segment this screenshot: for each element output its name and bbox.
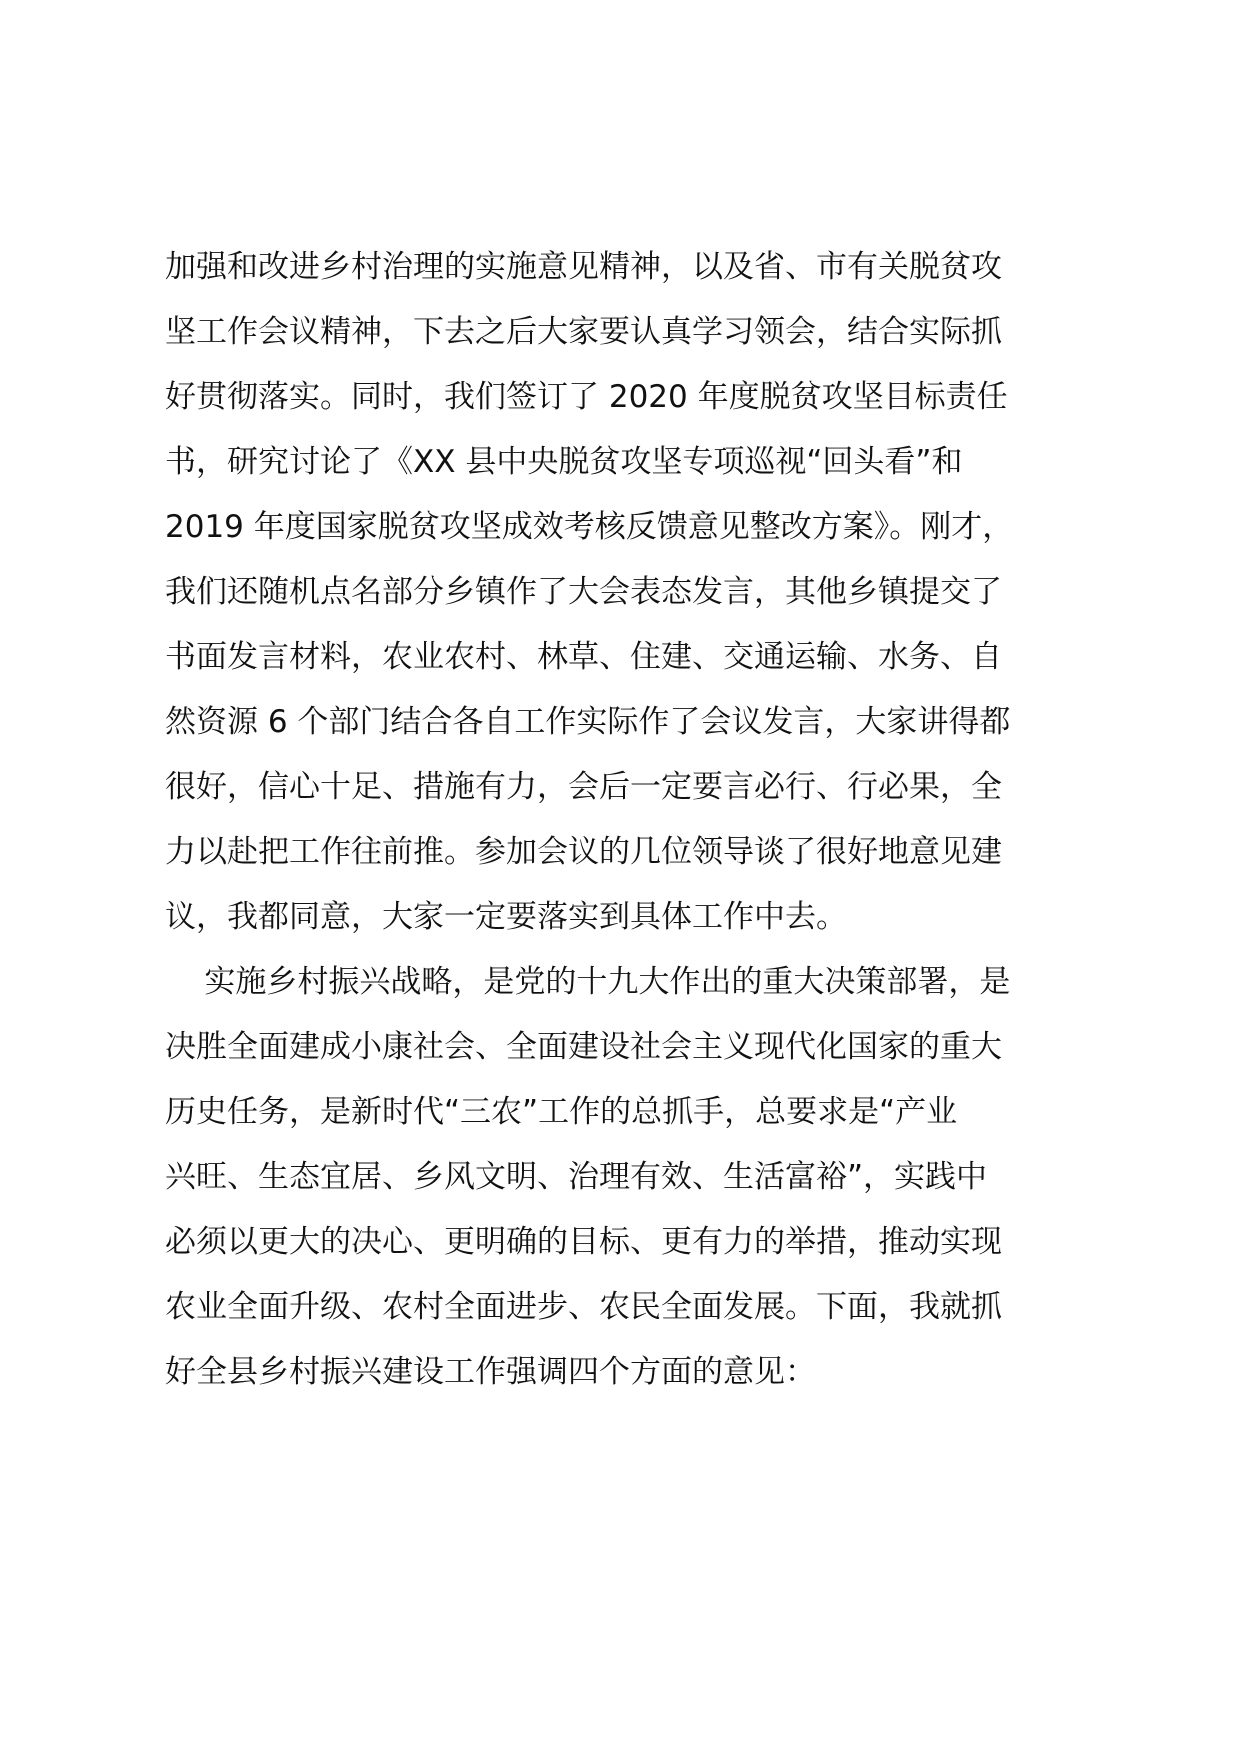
- text-line: 加强和改进乡村治理的实施意见精神，以及省、市有关脱贫攻: [165, 249, 1002, 285]
- text-line: 决胜全面建成小康社会、全面建设社会主义现代化国家的重大: [165, 1029, 1002, 1065]
- text-line: 2019 年度国家脱贫攻坚成效考核反馈意见整改方案》。刚才，: [165, 509, 1014, 545]
- text-line: 好全县乡村振兴建设工作强调四个方面的意见：: [165, 1354, 816, 1390]
- text-line: 必须以更大的决心、更明确的目标、更有力的举措，推动实现: [165, 1224, 1002, 1260]
- text-line: 书面发言材料，农业农村、林草、住建、交通运输、水务、自: [165, 639, 1002, 675]
- text-line: 议，我都同意，大家一定要落实到具体工作中去。: [165, 899, 847, 935]
- text-line: 农业全面升级、农村全面进步、农民全面发展。下面，我就抓: [165, 1289, 1002, 1325]
- document-body: [165, 235, 1095, 1405]
- text-line: 我们还随机点名部分乡镇作了大会表态发言，其他乡镇提交了: [165, 574, 1002, 610]
- text-line: 然资源 6 个部门结合各自工作实际作了会议发言，大家讲得都: [165, 704, 1011, 740]
- text-line: 兴旺、生态宜居、乡风文明、治理有效、生活富裕”，实践中: [165, 1159, 988, 1195]
- text-line: 很好，信心十足、措施有力，会后一定要言必行、行必果，全: [165, 769, 1002, 805]
- text-line: 历史任务，是新时代“三农”工作的总抓手，总要求是“产业: [165, 1094, 958, 1130]
- text-line: 好贯彻落实。同时，我们签订了 2020 年度脱贫攻坚目标责任: [165, 379, 1008, 415]
- text-line: 坚工作会议精神，下去之后大家要认真学习领会，结合实际抓: [165, 314, 1002, 350]
- paragraph-first-line: 实施乡村振兴战略，是党的十九大作出的重大决策部署，是: [165, 964, 1011, 1000]
- text-line: 力以赴把工作往前推。参加会议的几位领导谈了很好地意见建: [165, 834, 1002, 870]
- text-line: 书，研究讨论了《XX 县中央脱贫攻坚专项巡视“回头看”和: [165, 444, 963, 480]
